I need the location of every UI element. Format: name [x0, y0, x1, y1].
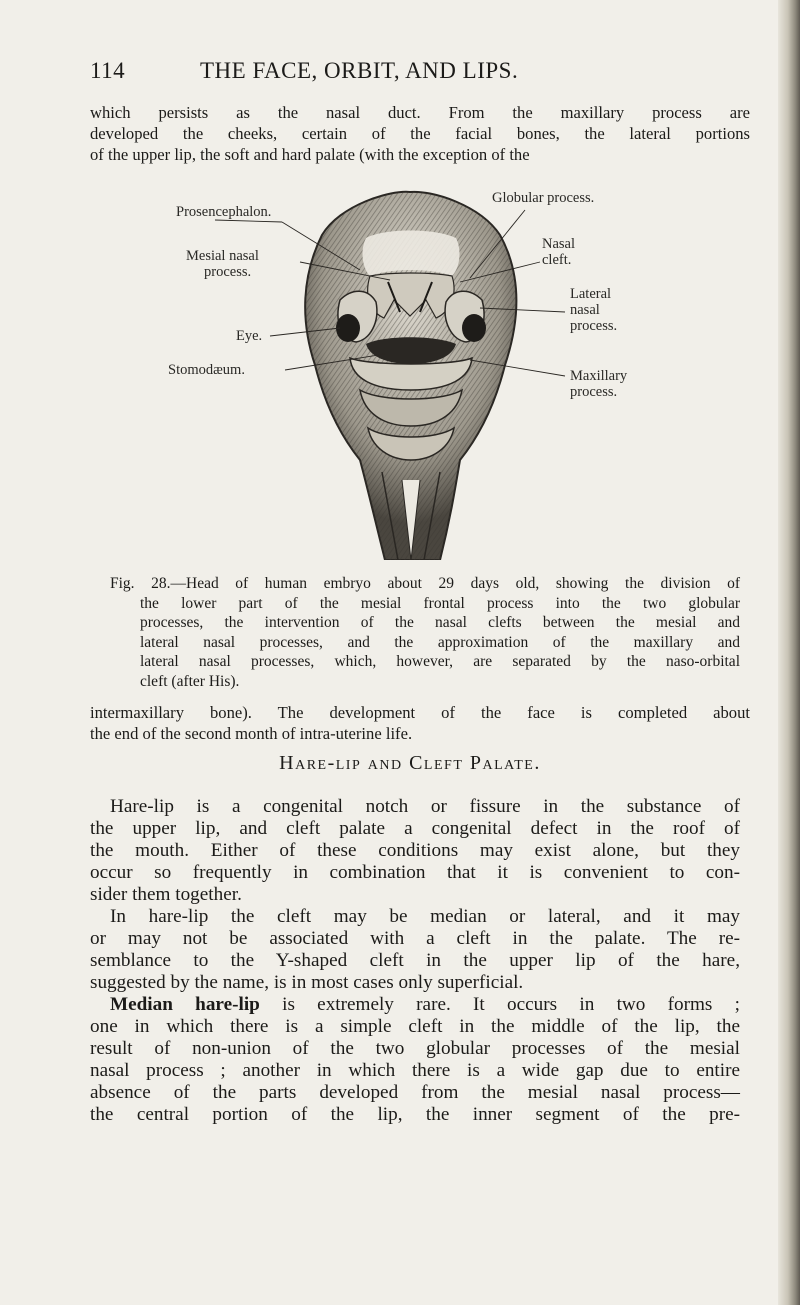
body-line-rest: is extremely rare. It occurs in two forms ;: [259, 994, 740, 1015]
label-mesial-nasal-1: Mesial nasal: [186, 248, 259, 264]
section-heading: Hare-lip and Cleft Palate.: [279, 752, 541, 774]
label-lateral-nasal-1: Lateral: [570, 286, 612, 302]
running-head: THE FACE, ORBIT, AND LIPS.: [200, 58, 519, 83]
body-line: or may not be associated with a cleft in the palate. The re-: [90, 928, 740, 949]
body-line: semblance to the Y-shaped cleft in the upper lip of the hare,: [90, 950, 740, 971]
label-nasal-cleft-1: Nasal: [542, 236, 576, 252]
caption-line: processes, the intervention of the nasal clefts between the mesial and: [140, 614, 740, 631]
body-line: In hare-lip the cleft may be median or lateral, and it may: [110, 906, 740, 927]
label-lateral-nasal-3: process.: [570, 318, 618, 334]
label-lateral-nasal-2: nasal: [570, 302, 600, 318]
body-line: the central portion of the lip, the inner segment of the pre-: [90, 1104, 740, 1125]
body-line: Hare-lip is a congenital notch or fissure in the substance of: [110, 796, 740, 817]
body-line: nasal process ; another in which there is a wide gap due to entire: [90, 1060, 740, 1081]
caption-line: Fig. 28.—Head of human embryo about 29 days old, showing the division of: [110, 575, 740, 592]
caption-line: lateral nasal processes, which, however, are separated by the naso-orbital: [140, 653, 740, 670]
text-line: developed the cheeks, certain of the facial bones, the lateral portions: [90, 124, 750, 143]
text-line: the end of the second month of intra-uterine life.: [90, 724, 413, 743]
label-maxillary-1: Maxillary: [570, 368, 628, 384]
body-text: [90, 796, 740, 1126]
text-line: which persists as the nasal duct. From the maxillary process are: [90, 103, 750, 122]
body-line: absence of the parts developed from the mesial nasal process—: [90, 1082, 740, 1103]
body-line: sider them together.: [90, 884, 242, 905]
label-globular-process: Globular process.: [492, 190, 595, 206]
figure-caption: [110, 574, 740, 691]
body-line: result of non-union of the two globular processes of the mesial: [90, 1038, 740, 1059]
caption-line: lateral nasal processes, and the approximation of the maxillary and: [140, 633, 740, 651]
body-line: one in which there is a simple cleft in the middle of the lip, the: [90, 1016, 740, 1037]
caption-line: cleft (after His).: [140, 672, 240, 690]
page-edge-shadow: [778, 0, 800, 1305]
label-mesial-nasal-2: process.: [204, 264, 252, 280]
page-header: [90, 58, 740, 88]
page-number: 114: [90, 58, 126, 83]
body-line: the mouth. Either of these conditions may exist alone, but they: [90, 840, 740, 861]
body-line-median-hare-lip: [90, 994, 740, 1016]
text-line: of the upper lip, the soft and hard palate (with the exception of the: [90, 145, 530, 164]
label-nasal-cleft-2: cleft.: [542, 252, 572, 268]
body-line: the upper lip, and cleft palate a congenital defect in the roof of: [90, 818, 740, 839]
label-maxillary-2: process.: [570, 384, 618, 400]
body-line: occur so frequently in combination that it is convenient to con-: [90, 862, 740, 883]
label-stomodaeum: Stomodæum.: [168, 362, 245, 378]
label-prosencephalon: Prosencephalon.: [176, 204, 272, 220]
term-median-hare-lip: Median hare-lip: [110, 994, 260, 1015]
intro-paragraph: [90, 102, 750, 165]
body-line: suggested by the name, is in most cases only superficial.: [90, 972, 524, 993]
text-line: intermaxillary bone). The development of the face is completed about: [90, 703, 750, 722]
embryo-figure: [170, 190, 660, 560]
caption-line: the lower part of the mesial frontal process into the two globular: [140, 594, 740, 612]
label-eye: Eye.: [236, 328, 263, 344]
after-figure-paragraph: [90, 702, 750, 744]
